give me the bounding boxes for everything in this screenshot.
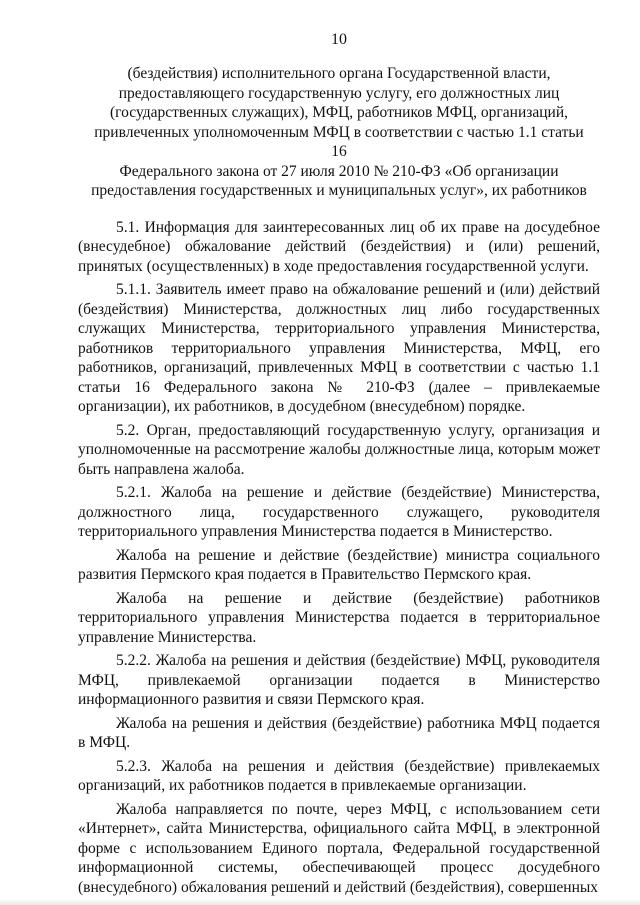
paragraph-minister-complaint: Жалоба на решение и действие (бездействие) министра социального развития Пермского края подается в Правительство Пермского края.: [78, 546, 600, 583]
scan-edge: [0, 899, 640, 905]
paragraph-territorial-complaint: Жалоба на решение и действие (бездействие) работников территориального управления Министерства подается в территориальное управление Министерства.: [78, 589, 600, 646]
body-text: [78, 218, 600, 898]
document-page: [78, 30, 600, 897]
paragraph-5-2-3: 5.2.3. Жалоба на решения и действия (бездействие) привлекаемых организаций, их работников подается в привлекаемые организации.: [78, 757, 600, 794]
heading-line: Федерального закона от 27 июля 2010 № 210-ФЗ «Об организации: [119, 162, 559, 180]
section-heading: [78, 64, 600, 201]
paragraph-5-2: 5.2. Орган, предоставляющий государственную услугу, организация и уполномоченные на рассмотрение жалобы должностные лица, которым может быть направлена жалоба.: [78, 421, 600, 478]
heading-line: предоставляющего государственную услугу, его должностных лиц: [118, 84, 560, 102]
paragraph-5-1-1: 5.1.1. Заявитель имеет право на обжалование решений и (или) действий (бездействия) Министерства, должностных лиц либо государственных служащих Министерства, территориального управления Министерства, работников территориального управления Министерства, МФЦ, его работников, организаций, привлеченных МФЦ в соответствии с частью 1.1 статьи 16 Федерального закона № 210-ФЗ (далее – привлекаемые организации), их работников, в досудебном (внесудебном) порядке.: [78, 281, 600, 415]
paragraph-mfc-worker-complaint: Жалоба на решения и действия (бездействие) работника МФЦ подается в МФЦ.: [78, 714, 600, 751]
page-number: 10: [331, 31, 347, 48]
paragraph-5-2-2: 5.2.2. Жалоба на решения и действия (бездействие) МФЦ, руководителя МФЦ, привлекаемой организации подается в Министерство информационного развития и связи Пермского края.: [78, 652, 600, 708]
heading-line: (бездействия) исполнительного органа Государственной власти,: [127, 65, 551, 82]
paragraph-5-1: 5.1. Информация для заинтересованных лиц об их праве на досудебное (внесудебное) обжалование действий (бездействия) и (или) решений, принятых (осуществленных) в ходе предоставления государственной услуги.: [78, 218, 600, 275]
heading-line: привлеченных уполномоченным МФЦ в соответствии с частью 1.1 статьи 16: [94, 123, 584, 160]
paragraph-5-2-1: 5.2.1. Жалоба на решение и действие (бездействие) Министерства, должностного лица, государственного служащего, руководителя территориального управления Министерства подается в Министерство.: [78, 484, 600, 540]
heading-line: предоставления государственных и муниципальных услуг», их работников: [91, 182, 587, 199]
heading-line: (государственных служащих), МФЦ, работников МФЦ, организаций,: [110, 104, 568, 121]
paragraph-submission-channels: Жалоба направляется по почте, через МФЦ, с использованием сети «Интернет», сайта Министерства, официального сайта МФЦ, в электронной форме с использованием Единого портала, Федеральной государственной информационной системы, обеспечивающей процесс досудебного (внесудебного) обжалования решений и действий (бездействия), совершенных: [78, 800, 600, 896]
